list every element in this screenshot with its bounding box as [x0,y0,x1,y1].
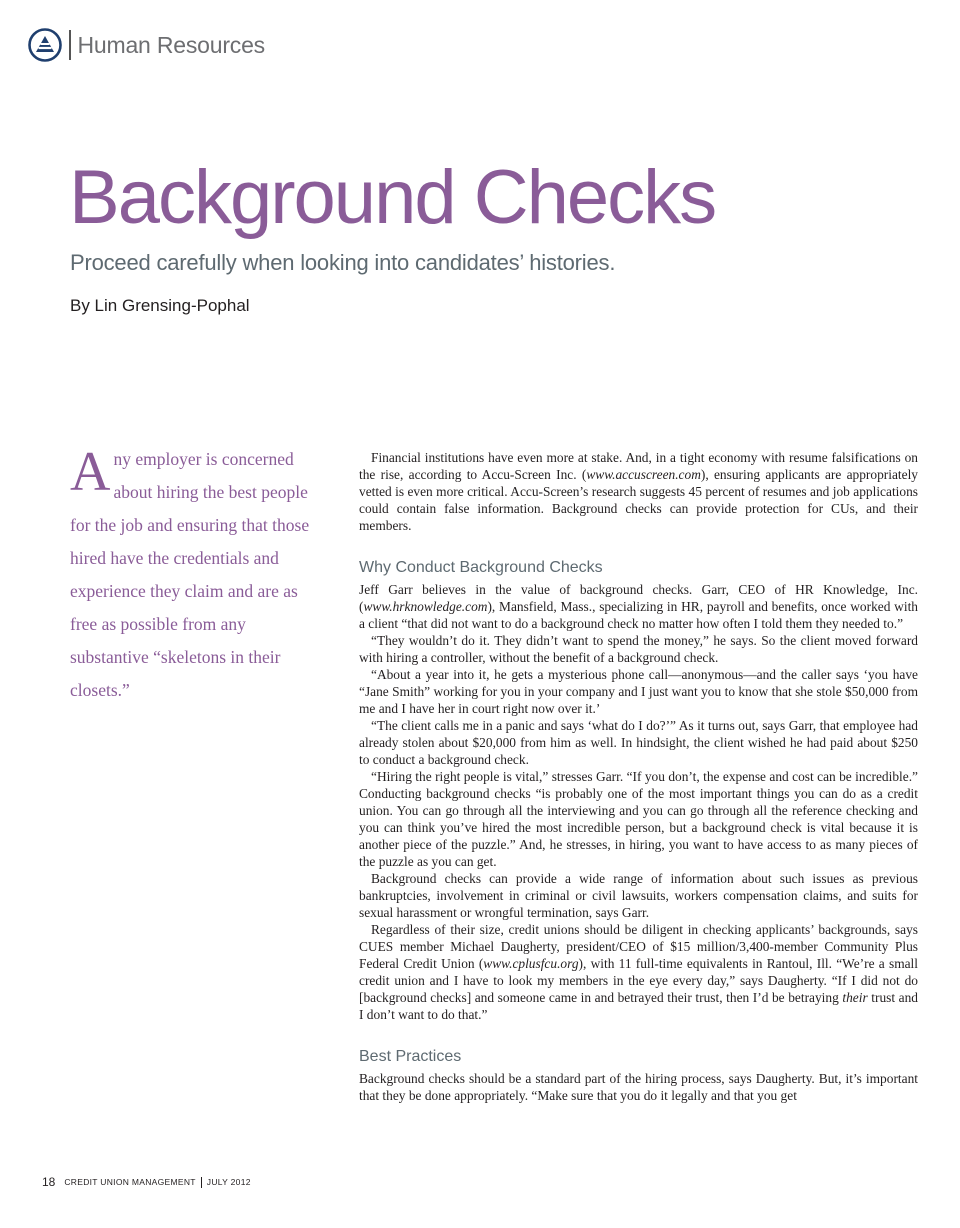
section-title: Human Resources [77,31,265,58]
paragraph-text: Regardless of their size, credit unions should be diligent in checking applicants’ backgrounds, says CUES member Michael Daugherty, president/CEO of $15 million/3,400-member Community Plus Federal Credit Union ( [359,922,918,971]
pull-quote [70,443,325,707]
emphasis: their [842,990,868,1005]
article-subtitle: Proceed carefully when looking into candidates’ histories. [70,250,616,275]
body-paragraph: Background checks can provide a wide range of information about such issues as previous bankruptcies, involvement in criminal or civil lawsuits, workers compensation claims, and suits for sexual harassment or wrongful termination, says Garr. [359,871,918,920]
header-divider [69,30,71,60]
section-header [28,27,265,63]
paragraph-text: Jeff Garr believes in the value of background checks. Garr, CEO of HR Knowledge, Inc. ( [359,582,918,614]
article-title: Background Checks [69,155,716,240]
byline: By Lin Grensing-Pophal [70,296,250,315]
page-number: 18 [42,1175,56,1189]
paragraph-text: ), Mansfield, Mass., specializing in HR, payroll and benefits, once worked with a client “that did not want to do a background check no matter how often I told them they needed to.” [359,599,918,631]
article-body [359,449,918,1104]
url-link: www.cplusfcu.org [483,956,579,971]
footer-divider [201,1177,202,1188]
section-heading: Why Conduct Background Checks [359,559,603,576]
url-link: www.accuscreen.com [586,467,701,482]
cues-logo-icon [28,28,62,62]
section-heading: Best Practices [359,1048,462,1065]
body-paragraph [359,449,918,534]
issue-date: JULY 2012 [206,1177,251,1187]
paragraph-text: ), with 11 full-time equivalents in Rantoul, Ill. “We’re a small credit union and I have to look my members in the eye every day,” says Daugherty. “If I did not do [background checks] and someone came in and betrayed their trust, then I’d be betraying [359,956,918,1005]
paragraph-text: trust and I don’t want to do that.” [359,990,918,1022]
pull-quote-text: ny employer is concerned about hiring the best people for the job and ensuring that those hired have the credentials and experience they claim and are as free as possible from any substantive “skeletons in their closets.” [70,449,310,700]
body-paragraph: “About a year into it, he gets a mysterious phone call—anonymous—and the caller says ‘you have “Jane Smith” working for you in your company and I just want you to know that she stole $50,000 from me and I have her in court right now over it.’ [359,667,918,716]
body-paragraph: “Hiring the right people is vital,” stresses Garr. “If you don’t, the expense and cost can be incredible.” Conducting background checks “is probably one of the most important things you can do as a credit union. You can go through all the interviewing and you can go through all the reference checking and you can think you’ve hired the most incredible person, but a background check is vital because it is another piece of the puzzle.” And, he stresses, in hiring, you want to have access to as many pieces of the puzzle as you can get. [359,769,918,869]
url-link: www.hrknowledge.com [363,599,488,614]
drop-cap: A [70,441,111,503]
body-paragraph [359,581,918,632]
body-paragraph: “They wouldn’t do it. They didn’t want to spend the money,” he says. So the client moved forward with hiring a controller, without the benefit of a background check. [359,633,918,665]
body-paragraph [359,921,918,1023]
body-paragraph: Background checks should be a standard part of the hiring process, says Daugherty. But, it’s important that they be done appropriately. “Make sure that you do it legally and that you get [359,1071,918,1103]
paragraph-text: ), ensuring applicants are appropriately vetted is even more critical. Accu-Screen’s research suggests 45 percent of resumes and job applications could contain false information. Background checks can provide protection for CUs, and their members. [359,467,918,533]
body-paragraph: “The client calls me in a panic and says ‘what do I do?’” As it turns out, says Garr, that employee had already stolen about $20,000 from him as well. In hindsight, the client wished he had paid about $250 to conduct a background check. [359,718,918,767]
paragraph-text: Financial institutions have even more at stake. And, in a tight economy with resume falsifications on the rise, according to Accu-Screen Inc. ( [359,450,918,482]
page-footer [42,1175,251,1189]
publication-name: CREDIT UNION MANAGEMENT [64,1177,196,1187]
